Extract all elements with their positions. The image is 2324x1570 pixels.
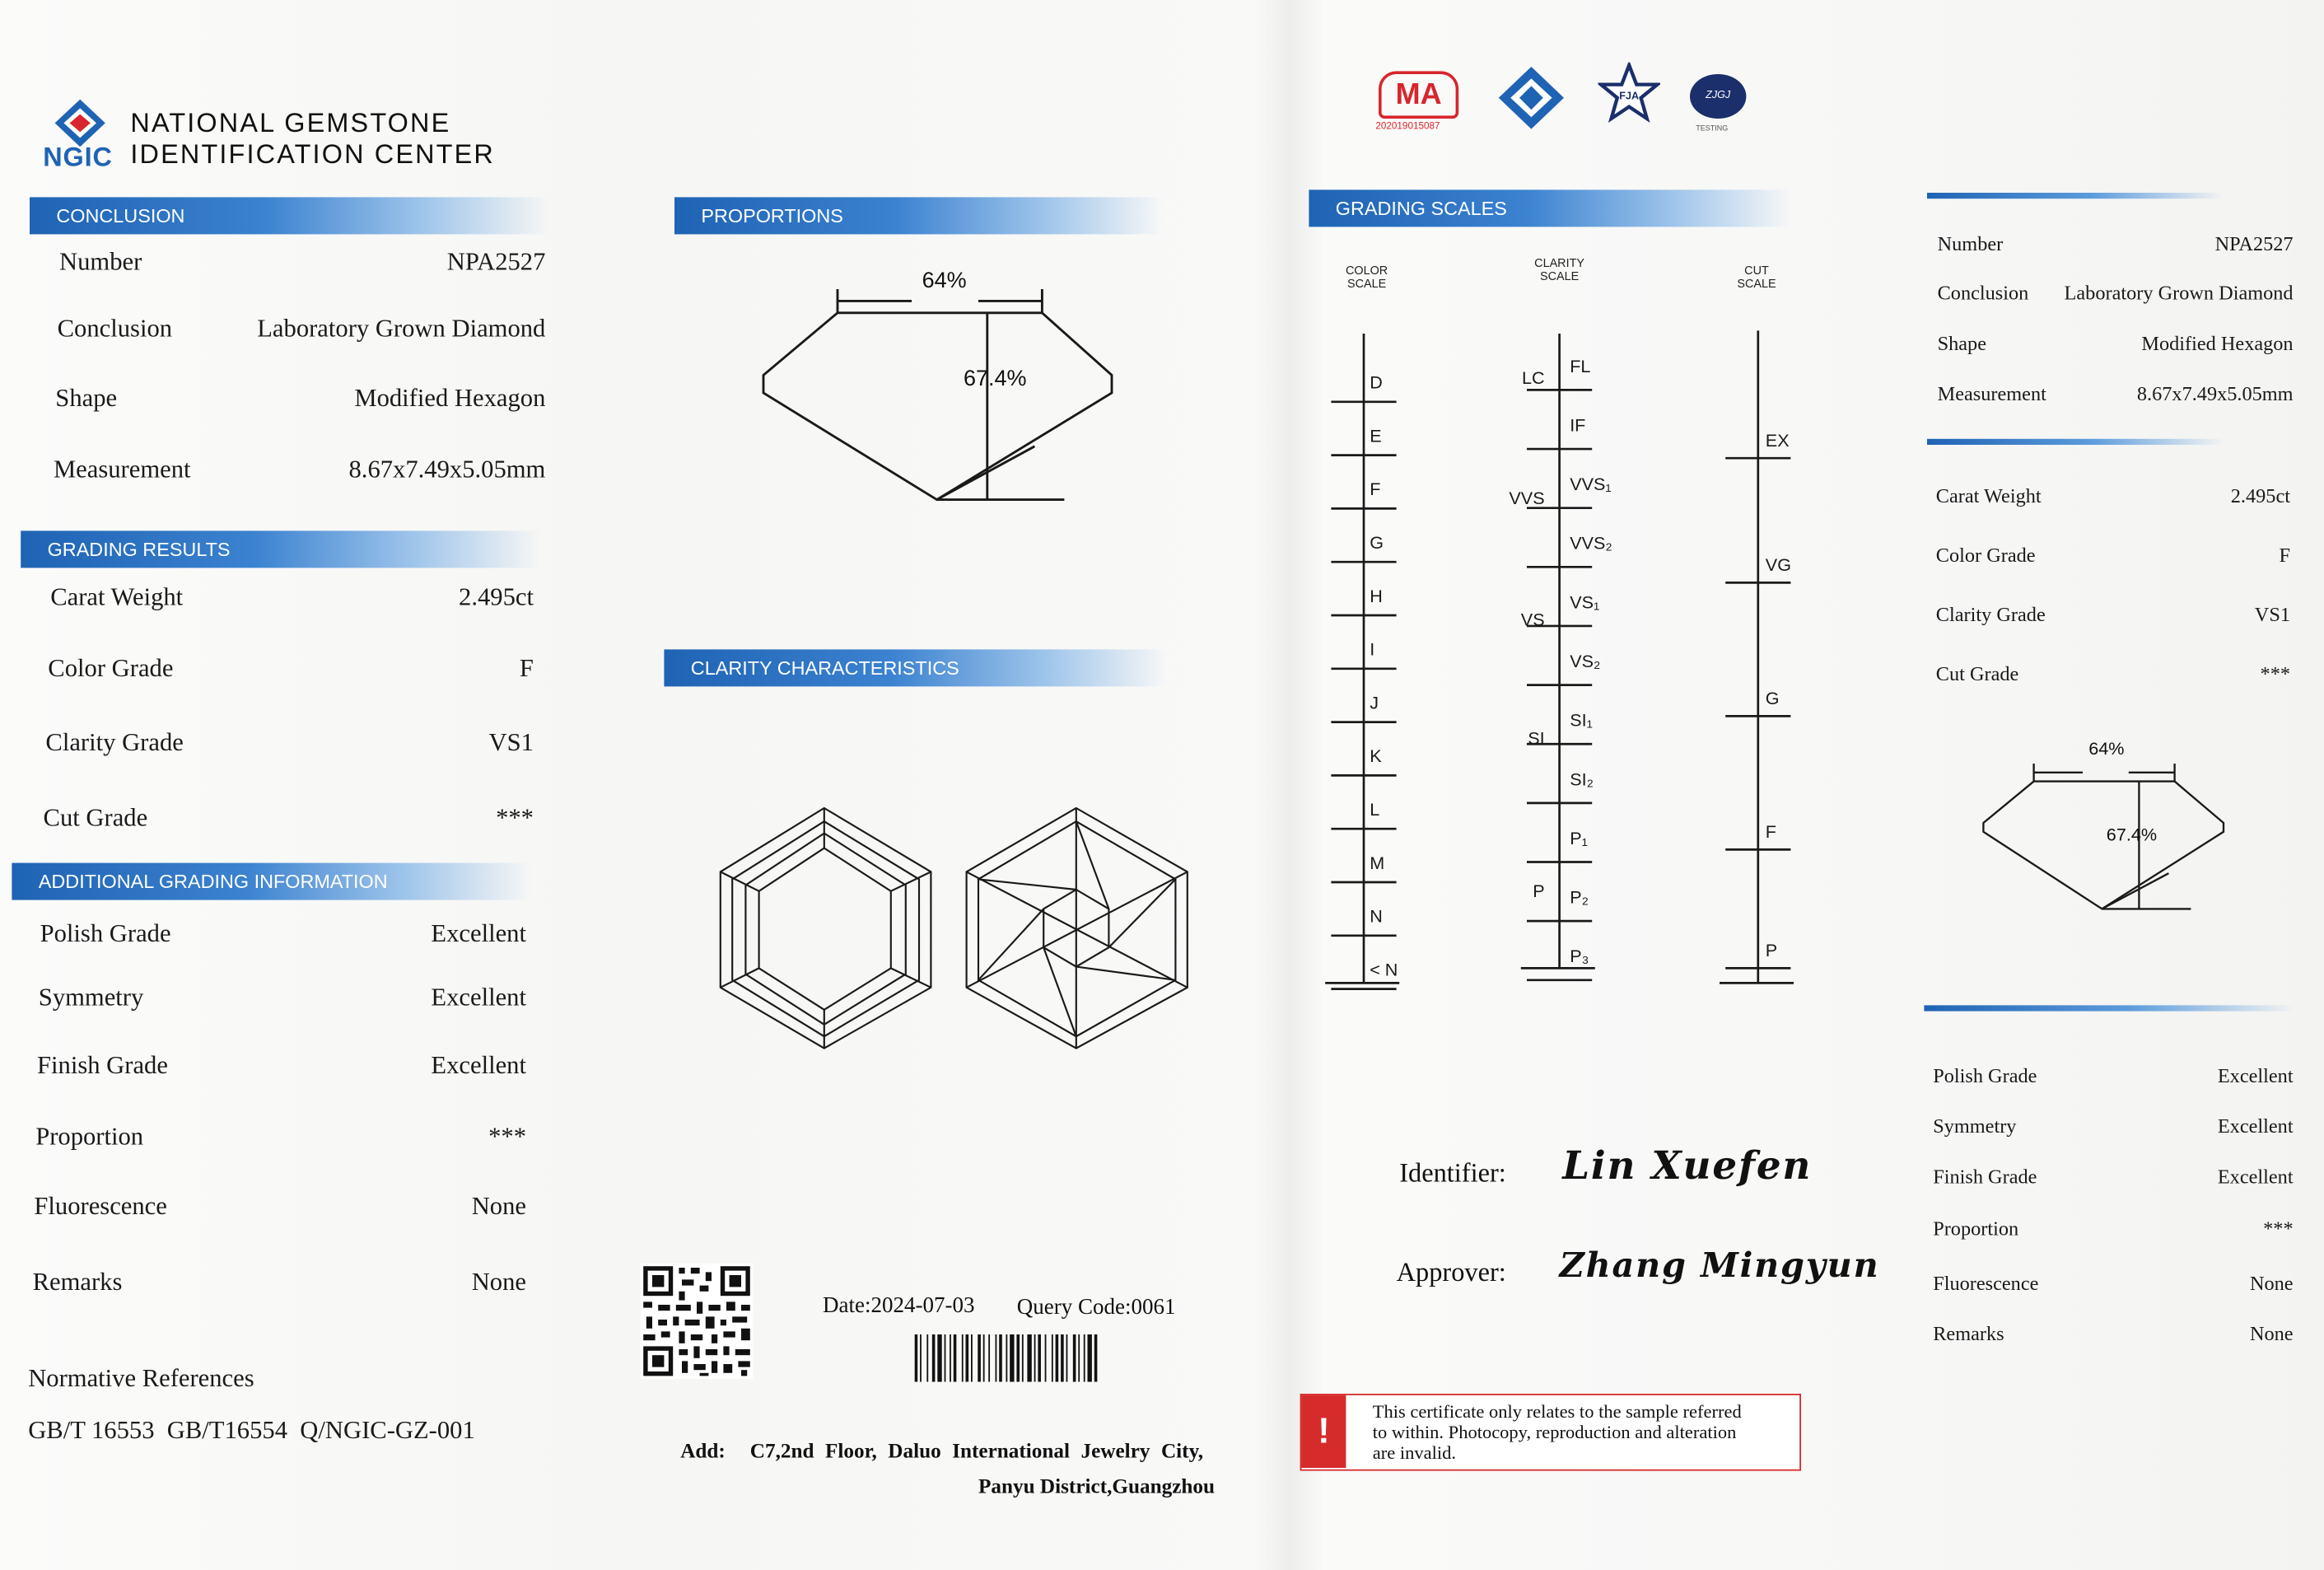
- clarity-grade-label: VVS₂: [1570, 532, 1612, 554]
- summary-label: Proportion: [1933, 1217, 2019, 1240]
- summary-label: Remarks: [1933, 1322, 2004, 1345]
- color-grade-label: N: [1370, 905, 1383, 927]
- grading-result-label: Clarity Grade: [45, 727, 184, 756]
- summary-label: Finish Grade: [1933, 1165, 2037, 1188]
- color-grade-label: M: [1370, 852, 1385, 873]
- additional-info-value: None: [471, 1192, 526, 1221]
- summary-label: Color Grade: [1935, 544, 2036, 567]
- summary-value: NPA2527: [2214, 232, 2294, 255]
- additional-info-label: Remarks: [32, 1268, 123, 1297]
- summary-value: Excellent: [2217, 1165, 2294, 1188]
- color-grade-label: < N: [1370, 959, 1398, 980]
- qr-code[interactable]: [641, 1264, 754, 1379]
- clarity-grade-label: SI₁: [1570, 709, 1593, 731]
- ngic-diamond-logo-small: [1497, 65, 1566, 130]
- summary-label: Measurement: [1937, 382, 2046, 405]
- clarity-group-label: LC: [1522, 367, 1545, 389]
- conclusion-label: Number: [59, 247, 142, 276]
- additional-info-row: [37, 1051, 526, 1084]
- brand-abbr: NGIC: [43, 142, 113, 172]
- issue-date: Date:2024-07-03: [823, 1294, 975, 1319]
- color-grade-label: L: [1370, 799, 1380, 820]
- approver-label: Approver:: [1396, 1257, 1506, 1287]
- summary-label: Symmetry: [1933, 1114, 2017, 1138]
- conclusion-value: Modified Hexagon: [354, 384, 546, 413]
- cut-grade-label: P: [1765, 940, 1778, 961]
- clarity-grade-label: VS₁: [1570, 591, 1600, 613]
- additional-info-row: [40, 919, 526, 952]
- cma-logo: MA 202019015087: [1375, 71, 1458, 139]
- clarity-characteristics-section-header: CLARITY CHARACTERISTICS: [664, 649, 1168, 686]
- summary-value: Excellent: [2217, 1064, 2294, 1087]
- fja-star-logo: [1598, 63, 1660, 125]
- cut-grade-label: VG: [1765, 554, 1791, 575]
- summary-value: Excellent: [2217, 1114, 2294, 1138]
- color-grade-label: E: [1370, 425, 1382, 446]
- summary-row: [1933, 1166, 2293, 1199]
- additional-info-value: Excellent: [431, 1051, 526, 1080]
- clarity-group-label: VVS: [1509, 488, 1545, 508]
- summary-label: Shape: [1937, 332, 1986, 355]
- clarity-grade-label: P₁: [1570, 827, 1588, 848]
- conclusion-label: Shape: [55, 384, 118, 413]
- grading-result-value: ***: [496, 803, 534, 832]
- additional-info-row: [34, 1192, 526, 1225]
- color-grade-label: G: [1370, 532, 1384, 553]
- clarity-grade-label: VVS₁: [1570, 474, 1612, 495]
- additional-info-value: Excellent: [431, 919, 526, 948]
- summary-value: None: [2249, 1322, 2294, 1345]
- additional-info-row: [39, 983, 526, 1016]
- color-grade-label: H: [1370, 585, 1383, 606]
- summary-value: 8.67x7.49x5.05mm: [2136, 382, 2294, 405]
- zjgj-testing-logo: ZJGJ TESTING: [1684, 71, 1755, 139]
- summary-value: ***: [2263, 1217, 2294, 1240]
- summary-table-percent: 64%: [2088, 738, 2125, 759]
- cut-grade-label: F: [1765, 821, 1776, 843]
- grading-result-row: [50, 582, 534, 615]
- conclusion-value: 8.67x7.49x5.05mm: [348, 455, 546, 484]
- additional-info-value: None: [471, 1268, 526, 1297]
- conclusion-row: [59, 248, 545, 281]
- additional-info-label: Symmetry: [38, 983, 144, 1012]
- clarity-grade-label: P₂: [1570, 886, 1589, 908]
- ngic-diamond-logo: [54, 98, 107, 148]
- summary-depth-percent: 67.4%: [2106, 824, 2158, 845]
- summary-divider-bottom: [1924, 1005, 2294, 1011]
- summary-row: [1936, 485, 2290, 518]
- clarity-plot-diagrams: [712, 801, 1201, 1053]
- summary-row: [1936, 604, 2290, 637]
- additional-info-label: Polish Grade: [40, 919, 171, 948]
- exclamation-icon: !: [1301, 1395, 1346, 1468]
- summary-label: Carat Weight: [1935, 484, 2042, 507]
- summary-label: Number: [1937, 232, 2004, 255]
- svg-text:FJA: FJA: [1619, 90, 1640, 102]
- clarity-grade-label: FL: [1570, 355, 1591, 376]
- grading-result-value: VS1: [488, 727, 534, 756]
- conclusion-section-header: CONCLUSION: [30, 197, 548, 234]
- conclusion-label: Measurement: [53, 455, 191, 484]
- summary-label: Cut Grade: [1935, 662, 2019, 685]
- clarity-group-label: P: [1533, 881, 1545, 902]
- summary-label: Clarity Grade: [1935, 603, 2046, 626]
- clarity-scale-title: CLARITY SCALE: [1534, 256, 1585, 283]
- approver-signature: Zhang Mingyun: [1559, 1245, 1880, 1286]
- summary-row: [1933, 1217, 2293, 1250]
- grading-result-row: [45, 728, 534, 761]
- summary-row: [1936, 544, 2290, 577]
- summary-value: Laboratory Grown Diamond: [2064, 282, 2294, 304]
- clarity-grade-label: SI₂: [1570, 769, 1594, 790]
- summary-value: VS1: [2254, 603, 2290, 626]
- query-code: Query Code:0061: [1016, 1296, 1176, 1320]
- depth-percent-label: 67.4%: [964, 366, 1027, 392]
- color-grade-label: F: [1370, 479, 1381, 500]
- clarity-group-label: VS: [1520, 609, 1545, 630]
- summary-row: [1933, 1323, 2293, 1356]
- summary-value: ***: [2260, 662, 2290, 685]
- summary-row: [1933, 1115, 2293, 1148]
- grading-result-value: 2.495ct: [459, 582, 534, 611]
- summary-row: [1936, 663, 2290, 696]
- summary-row: [1938, 332, 2294, 365]
- color-scale-title: COLOR SCALE: [1345, 264, 1388, 291]
- additional-info-label: Finish Grade: [37, 1051, 168, 1080]
- org-name-line2: IDENTIFICATION CENTER: [130, 139, 495, 170]
- additional-info-value: ***: [488, 1122, 526, 1151]
- address-label: Add:: [680, 1441, 726, 1464]
- proportions-section-header: PROPORTIONS: [674, 197, 1164, 234]
- cut-scale-title: CUT SCALE: [1737, 264, 1776, 291]
- grading-results-section-header: GRADING RESULTS: [21, 530, 539, 568]
- summary-label: Conclusion: [1937, 282, 2029, 304]
- summary-row: [1938, 233, 2294, 266]
- clarity-grade-label: VS₂: [1570, 651, 1601, 671]
- grading-result-row: [48, 654, 534, 687]
- summary-value: 2.495ct: [2230, 484, 2290, 507]
- summary-row: [1938, 382, 2294, 415]
- summary-row: [1933, 1064, 2293, 1097]
- color-grade-label: K: [1370, 745, 1382, 767]
- additional-info-value: Excellent: [431, 983, 526, 1012]
- cut-grade-label: G: [1765, 688, 1780, 708]
- summary-divider-middle: [1927, 439, 2224, 445]
- barcode: [915, 1334, 1193, 1382]
- summary-value: F: [2279, 544, 2290, 567]
- summary-label: Polish Grade: [1933, 1064, 2037, 1087]
- identifier-signature: Lin Xuefen: [1562, 1144, 1813, 1189]
- conclusion-row: [58, 315, 546, 348]
- additional-info-label: Proportion: [35, 1122, 144, 1151]
- clarity-group-label: SI: [1528, 727, 1545, 749]
- color-grade-label: D: [1370, 371, 1383, 393]
- pavilion-view-diagram: [967, 808, 1188, 1049]
- normative-references: GB/T 16553 GB/T16554 Q/NGIC-GZ-001: [28, 1416, 475, 1445]
- hexagon-profile: [763, 313, 1112, 500]
- conclusion-row: [55, 384, 545, 417]
- crown-view-diagram: [721, 808, 931, 1049]
- color-grade-label: I: [1370, 638, 1375, 660]
- address-line1: C7,2nd Floor, Daluo International Jewelry City,: [749, 1441, 1204, 1464]
- grading-result-value: F: [519, 653, 534, 682]
- normative-references-title: Normative References: [28, 1364, 254, 1393]
- summary-divider-top: [1927, 193, 2224, 199]
- conclusion-value: NPA2527: [446, 247, 546, 276]
- summary-row: [1933, 1272, 2293, 1305]
- additional-info-label: Fluorescence: [34, 1192, 167, 1221]
- summary-proportion-diagram: [1972, 749, 2238, 919]
- clarity-grade-label: IF: [1570, 414, 1586, 436]
- conclusion-value: Laboratory Grown Diamond: [257, 314, 546, 343]
- summary-value: None: [2249, 1272, 2294, 1295]
- additional-info-row: [35, 1123, 526, 1156]
- conclusion-label: Conclusion: [57, 314, 173, 343]
- additional-info-row: [33, 1268, 526, 1301]
- grading-scales-section-header: GRADING SCALES: [1309, 189, 1790, 227]
- grading-result-label: Cut Grade: [43, 803, 148, 832]
- grading-result-row: [44, 804, 534, 837]
- table-percent-label: 64%: [922, 268, 967, 294]
- identifier-label: Identifier:: [1399, 1157, 1506, 1188]
- grading-result-label: Carat Weight: [50, 582, 184, 611]
- proportion-diagram: [741, 259, 1141, 519]
- summary-row: [1938, 282, 2294, 315]
- conclusion-row: [54, 456, 545, 488]
- grading-result-label: Color Grade: [48, 653, 174, 682]
- org-name-line1: NATIONAL GEMSTONE: [130, 108, 451, 138]
- cut-grade-label: EX: [1765, 429, 1790, 451]
- clarity-grade-label: P₃: [1570, 946, 1589, 967]
- additional-grading-section-header: ADDITIONAL GRADING INFORMATION: [12, 863, 530, 900]
- color-grade-label: J: [1370, 692, 1379, 713]
- address-line2: Panyu District,Guangzhou: [978, 1476, 1216, 1499]
- summary-label: Fluorescence: [1933, 1272, 2039, 1295]
- summary-value: Modified Hexagon: [2141, 332, 2294, 355]
- validity-notice: ! This certificate only relates to the sample referred to within. Photocopy, reproduction and alteration are invalid.: [1300, 1394, 1801, 1471]
- grading-scale-chart: [1304, 319, 1808, 1001]
